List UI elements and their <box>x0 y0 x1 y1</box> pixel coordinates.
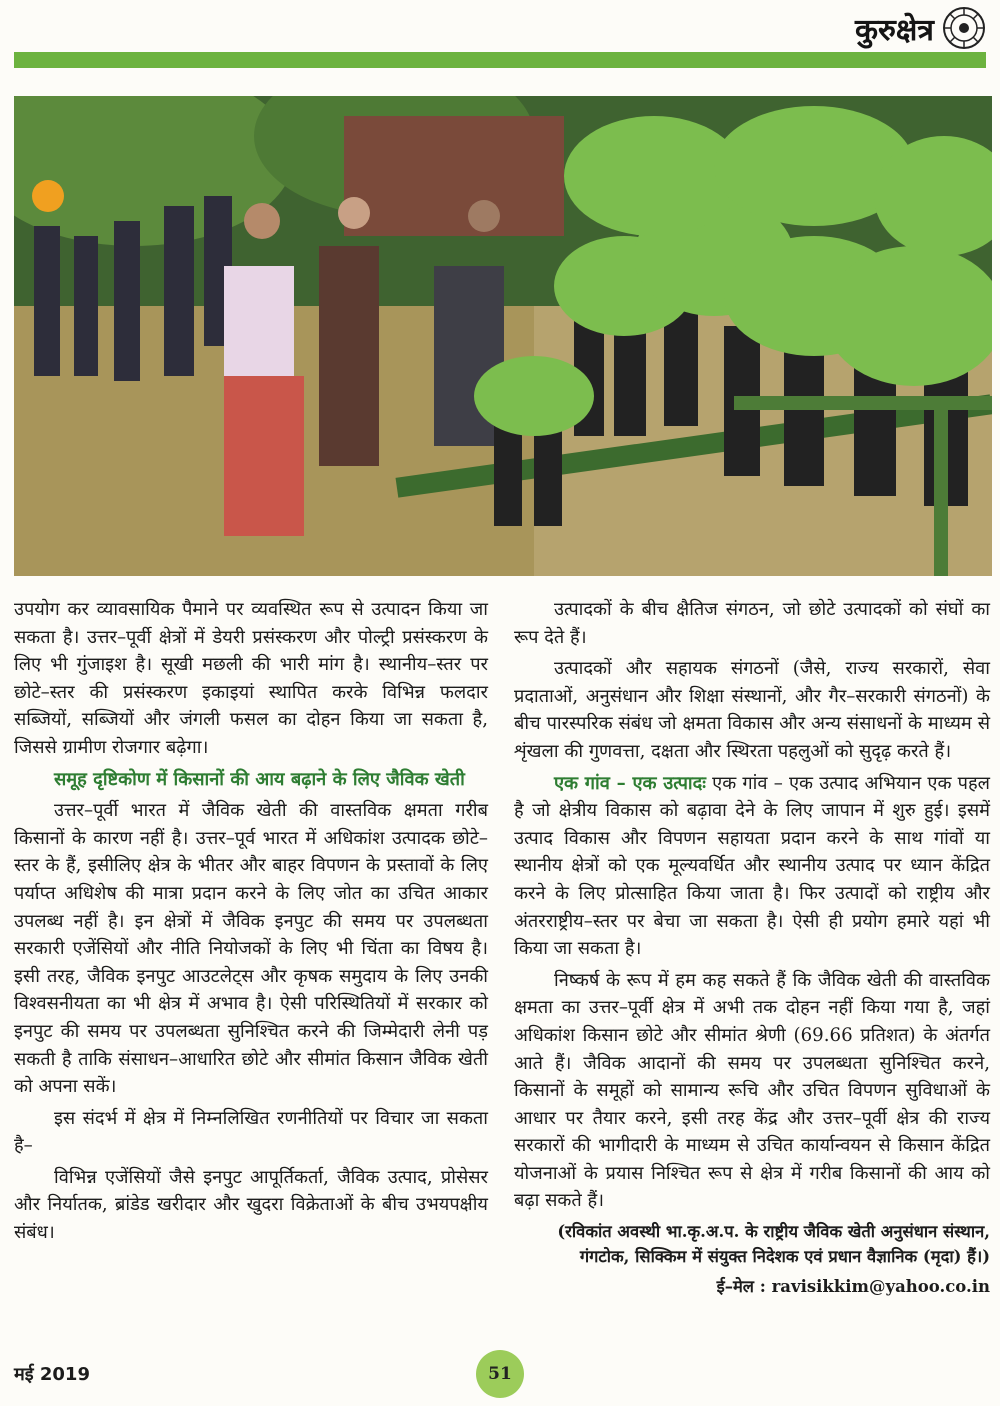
left-column <box>14 596 488 1247</box>
body-paragraph: उपयोग कर व्यावसायिक पैमाने पर व्यवस्थित रूप से उत्पादन किया जा सकता है। उत्तर–पूर्वी क्षेत्रों में डेयरी प्रसंस्करण और पोल्ट्री प्रसंस्करण के लिए भी गुंजाइश है। सूखी मछली की भारी मांग है। स्थानीय–स्तर पर छोटे–स्तर की प्रसंस्करण इकाइयां स्थापित करके विभिन्न फलदार सब्जियों, सब्जियों और जंगली फसल का दोहन किया जा सकता है, जिससे ग्रामीण रोजगार बढ़ेगा। <box>14 599 488 758</box>
section-heading: समूह दृष्टिकोण में किसानों की आय बढ़ाने के लिए जैविक खेती <box>54 768 465 790</box>
email-label: ई–मेल : <box>716 1277 772 1297</box>
masthead <box>855 6 986 50</box>
body-paragraph: इस संदर्भ में क्षेत्र में निम्नलिखित रणनीतियों पर विचार जा सकता है– <box>14 1107 488 1157</box>
magazine-title: कुरुक्षेत्र <box>854 12 934 48</box>
body-paragraph: उत्पादकों और सहायक संगठनों (जैसे, राज्य सरकारों, सेवा प्रदाताओं, अनुसंधान और शिक्षा संस्थानों, और गैर–सरकारी संगठनों) के बीच पारस्परिक संबंध जो क्षमता विकास और अन्य संसाधनों के माध्यम से शृंखला की गुणवत्ता, दक्षता और स्थिरता पहलुओं को सुदृढ़ करते हैं। <box>514 658 990 762</box>
body-paragraph: उत्तर–पूर्वी भारत में जैविक खेती की वास्तविक क्षमता गरीब किसानों के कारण नहीं है। उत्तर–पूर्व भारत में अधिकांश उत्पादक छोटे–स्तर के हैं, इसीलिए क्षेत्र के भीतर और बाहर विपणन के प्रस्तावों के लिए पर्याप्त अधिशेष की मात्रा प्रदान करने के लिए जोत का उचित आकार उपलब्ध नहीं है। इन क्षेत्रों में जैविक इनपुट की समय पर उपलब्धता सरकारी एजेंसियों और नीति नियोजकों के लिए भी चिंता का विषय है। इसी तरह, जैविक इनपुट आउटलेट्स और कृषक समुदाय के लिए उनकी विश्वसनीयता का भी क्षेत्र में अभाव है। ऐसी परिस्थितियों में सरकार को इनपुट की समय पर उपलब्धता सुनिश्चित करने की जिम्मेदारी लेनी पड़ सकती है ताकि संसाधन–आधारित छोटे और सीमांत किसान जैविक खेती को अपना सकें। <box>14 800 488 1098</box>
page-number: 51 <box>476 1350 524 1398</box>
body-paragraph: उत्पादकों के बीच क्षैतिज संगठन, जो छोटे उत्पादकों को संघों का रूप देते हैं। <box>514 599 990 648</box>
body-paragraph <box>514 770 990 963</box>
author-credit: (रविकांत अवस्थी भा.कृ.अ.प. के राष्ट्रीय जैविक खेती अनुसंधान संस्थान, गंगटोक, सिक्किम में संयुक्त निदेशक एवं प्रधान वैज्ञानिक (मृदा) हैं।) <box>557 1222 990 1267</box>
paragraph-text: एक गांव – एक उत्पाद अभियान एक पहल है जो क्षेत्रीय विकास को बढ़ावा देने के लिए जापान में शुरु हुई। इसमें उत्पाद विकास और विपणन सहायता प्रदान करने के साथ गांवों या स्थानीय क्षेत्रों को एक मूल्यवर्धित और स्थानीय उत्पाद पर ध्यान केंद्रित करने के लिए प्रोत्साहित किया जाता है। फिर उत्पादों को राष्ट्रीय और अंतरराष्ट्रीय–स्तर पर बेचा जा सकता है। ऐसी ही प्रयोग हमारे यहां भी किया जा सकता है। <box>514 772 990 960</box>
issue-month: मई 2019 <box>14 1364 90 1385</box>
kurukshetra-emblem-icon <box>942 6 986 50</box>
inline-heading: एक गांव – एक उत्पादः <box>554 772 706 794</box>
email-address: ravisikkim@yahoo.co.in <box>771 1277 990 1297</box>
farmers-market-photo <box>14 96 992 576</box>
body-paragraph: निष्कर्ष के रूप में हम कह सकते हैं कि जैविक खेती की वास्तविक क्षमता का उत्तर–पूर्वी क्षेत्र में अभी तक दोहन नहीं किया गया है, जहां अधिकांश किसान छोटे और सीमांत श्रेणी (69.66 प्रतिशत) के अंतर्गत आते हैं। जैविक आदानों की समय पर उपलब्धता सुनिश्चित करने, किसानों के समूहों को सामान्य रूचि और उचित विपणन सुविधाओं के आधार पर तैयार करने, इसी तरह केंद्र और उत्तर–पूर्वी क्षेत्र की राज्य सरकारों की भागीदारी के माध्यम से उचित कार्यान्वयन से किसान केंद्रित योजनाओं के प्रयास निश्चित रूप से क्षेत्र में गरीब किसानों की आय को बढ़ा सकते हैं। <box>514 969 990 1212</box>
body-paragraph: विभिन्न एजेंसियों जैसे इनपुट आपूर्तिकर्ता, जैविक उत्पाद, प्रोसेसर और निर्यातक, ब्रांडेड खरीदार और खुदरा विक्रेताओं के बीच उभयपक्षीय संबंध। <box>14 1166 488 1244</box>
author-email <box>514 1273 990 1301</box>
header-accent-bar <box>14 52 986 68</box>
right-column <box>514 596 990 1301</box>
